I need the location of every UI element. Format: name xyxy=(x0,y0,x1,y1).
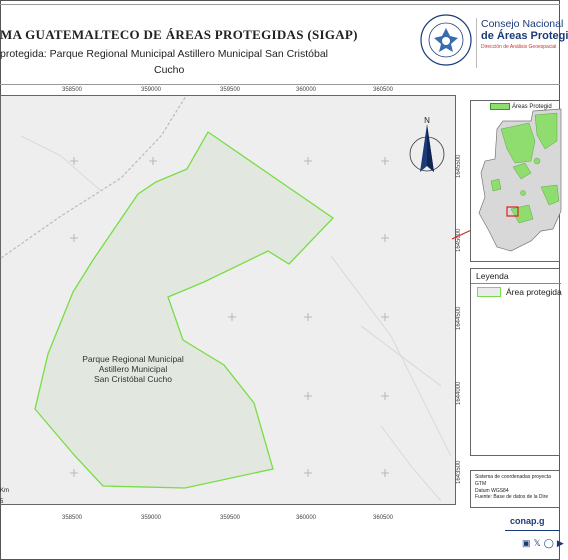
info-line-2: GTM xyxy=(475,480,487,487)
polygon-label-line2: Astillero Municipal xyxy=(98,364,168,374)
map-subtitle-line2: Cucho xyxy=(154,64,185,76)
top-coord-4: 360000 xyxy=(296,87,317,93)
right-coord-3: 1644500 xyxy=(456,306,462,330)
polygon-label xyxy=(63,354,203,384)
info-panel xyxy=(470,470,560,508)
map-title: MA GUATEMALTECO DE ÁREAS PROTEGIDAS (SIGAP) xyxy=(0,27,358,42)
info-line-4: Fuente: Base de datos de la Dire xyxy=(475,494,549,501)
x-icon[interactable]: 𝕏 xyxy=(533,538,541,548)
inset-legend-swatch xyxy=(490,103,510,110)
header xyxy=(0,6,412,86)
bottom-coord-5: 360500 xyxy=(373,515,394,521)
polygon-label-line3: San Cristóbal Cucho xyxy=(94,374,172,384)
footer-url[interactable]: conap.g xyxy=(510,516,545,526)
scale-value: 5 xyxy=(0,499,4,505)
header-bottom-line xyxy=(0,84,560,85)
conap-logo-line3: Dirección de Análisis Geoespacial xyxy=(481,44,557,50)
legend-title: Leyenda xyxy=(476,271,509,281)
facebook-icon[interactable]: ▣ xyxy=(522,538,531,548)
instagram-icon[interactable]: ◯ xyxy=(543,538,554,548)
inset-map[interactable] xyxy=(470,100,560,262)
social-icons xyxy=(522,538,567,549)
guatemala-seal-icon xyxy=(420,14,472,66)
info-line-3: Datum WGS84 xyxy=(475,487,509,494)
right-coord-2: 1645000 xyxy=(456,228,462,252)
conap-logo-line1: Consejo Nacional xyxy=(481,18,564,30)
top-coord-3: 359500 xyxy=(220,87,241,93)
bottom-coord-4: 360000 xyxy=(296,515,317,521)
right-coord-4: 1644000 xyxy=(456,381,462,405)
legend-item-label: Área protegida xyxy=(506,287,562,297)
legend-swatch xyxy=(477,287,501,297)
bottom-coord-2: 359000 xyxy=(141,515,162,521)
scale-unit: Km xyxy=(0,488,9,494)
youtube-icon[interactable]: ▶ xyxy=(556,538,564,548)
conap-logo xyxy=(476,18,568,68)
north-arrow-icon xyxy=(408,116,446,192)
footer-divider xyxy=(505,530,560,531)
north-label: N xyxy=(424,116,430,125)
top-coord-1: 358500 xyxy=(62,87,83,93)
legend-panel xyxy=(470,268,560,456)
main-map[interactable] xyxy=(0,95,456,505)
main-map-svg xyxy=(1,96,457,506)
conap-logo-line2: de Áreas Protegi xyxy=(481,30,568,42)
right-coord-5: 1643500 xyxy=(456,460,462,484)
right-coord-1: 1645500 xyxy=(456,154,462,178)
legend-divider xyxy=(471,283,561,284)
top-coord-2: 359000 xyxy=(141,87,162,93)
bottom-coord-1: 358500 xyxy=(62,515,83,521)
inset-map-svg xyxy=(471,101,561,263)
map-subtitle-line1: protegida: Parque Regional Municipal Astillero Municipal San Cristóbal xyxy=(0,48,329,60)
bottom-coord-3: 359500 xyxy=(220,515,241,521)
protected-area-polygon[interactable] xyxy=(35,132,333,488)
info-line-1: Sistema de coordenadas proyecta xyxy=(475,474,551,480)
top-coord-5: 360500 xyxy=(373,87,394,93)
inset-legend xyxy=(490,103,552,110)
header-top-line xyxy=(0,4,560,5)
inset-legend-label: Áreas Protegid xyxy=(512,104,552,111)
polygon-label-line1: Parque Regional Municipal xyxy=(82,354,184,364)
